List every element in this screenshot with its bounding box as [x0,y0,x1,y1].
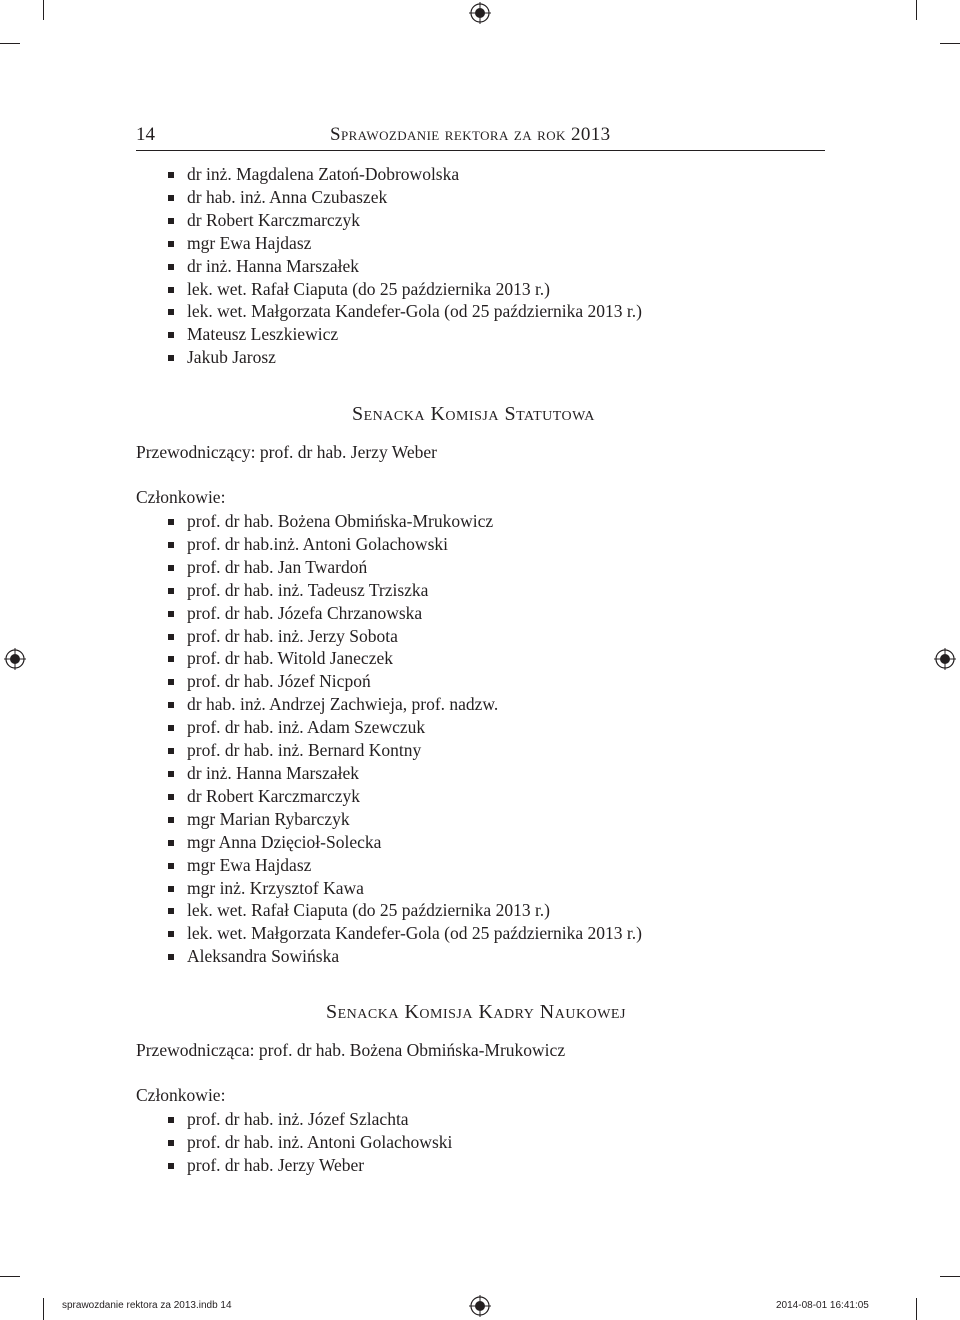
list-item: mgr inż. Krzysztof Kawa [165,877,642,900]
list-item: dr Robert Karczmarczyk [165,785,642,808]
list-item: mgr Ewa Hajdasz [165,232,642,255]
list-item: Mateusz Leszkiewicz [165,323,642,346]
list-item: lek. wet. Rafał Ciaputa (do 25 października 2013 r.) [165,278,642,301]
list-item: mgr Ewa Hajdasz [165,854,642,877]
list-item: lek. wet. Rafał Ciaputa (do 25 października 2013 r.) [165,899,642,922]
members-label-kadry: Członkowie: [136,1085,226,1105]
slug-filename: sprawozdanie rektora za 2013.indb 14 [62,1300,232,1311]
list-item: mgr Anna Dzięcioł-Solecka [165,831,642,854]
list-item: dr inż. Hanna Marszałek [165,255,642,278]
chair-kadry: Przewodnicząca: prof. dr hab. Bożena Obmińska-Mrukowicz [136,1040,566,1060]
chair-statutowa: Przewodniczący: prof. dr hab. Jerzy Weber [136,442,437,462]
list-item: prof. dr hab. Witold Janeczek [165,647,642,670]
crop-mark [43,1298,44,1320]
list-item: prof. dr hab. Bożena Obmińska-Mrukowicz [165,510,642,533]
registration-target-icon [469,1295,491,1317]
list-item: prof. dr hab. inż. Antoni Golachowski [165,1131,452,1154]
members-label-statutowa: Członkowie: [136,487,226,507]
registration-target-icon [934,648,956,670]
list-item: prof. dr hab. inż. Jerzy Sobota [165,625,642,648]
registration-target-icon [4,648,26,670]
section-title-statutowa: Senacka Komisja Statutowa [352,403,595,425]
member-list-kadry [165,1108,452,1177]
list-item: mgr Marian Rybarczyk [165,808,642,831]
list-item: prof. dr hab. Jerzy Weber [165,1154,452,1177]
list-item: prof. dr hab. Józefa Chrzanowska [165,602,642,625]
list-item: lek. wet. Małgorzata Kandefer-Gola (od 25 października 2013 r.) [165,922,642,945]
registration-target-icon [469,2,491,24]
crop-mark [916,0,917,20]
crop-mark [0,1276,20,1277]
list-item: prof. dr hab. inż. Bernard Kontny [165,739,642,762]
section-title-kadry: Senacka Komisja Kadry Naukowej [326,1001,626,1023]
list-item: prof. dr hab.inż. Antoni Golachowski [165,533,642,556]
list-item: dr inż. Hanna Marszałek [165,762,642,785]
crop-mark [940,1276,960,1277]
list-item: Aleksandra Sowińska [165,945,642,968]
list-item: prof. dr hab. inż. Adam Szewczuk [165,716,642,739]
slug-timestamp: 2014-08-01 16:41:05 [776,1300,869,1311]
crop-mark [0,43,20,44]
header-rule [136,150,825,151]
crop-mark [43,0,44,20]
page-number: 14 [136,124,155,145]
member-list-statutowa [165,510,642,968]
list-item: Jakub Jarosz [165,346,642,369]
continued-member-list [165,163,642,369]
list-item: prof. dr hab. Jan Twardoń [165,556,642,579]
running-title: Sprawozdanie rektora za rok 2013 [330,124,611,145]
list-item: dr hab. inż. Andrzej Zachwieja, prof. nadzw. [165,693,642,716]
list-item: prof. dr hab. inż. Tadeusz Trziszka [165,579,642,602]
list-item: dr hab. inż. Anna Czubaszek [165,186,642,209]
crop-mark [916,1298,917,1320]
list-item: lek. wet. Małgorzata Kandefer-Gola (od 25 października 2013 r.) [165,300,642,323]
list-item: dr Robert Karczmarczyk [165,209,642,232]
list-item: prof. dr hab. inż. Józef Szlachta [165,1108,452,1131]
crop-mark [940,43,960,44]
list-item: dr inż. Magdalena Zatoń-Dobrowolska [165,163,642,186]
list-item: prof. dr hab. Józef Nicpoń [165,670,642,693]
